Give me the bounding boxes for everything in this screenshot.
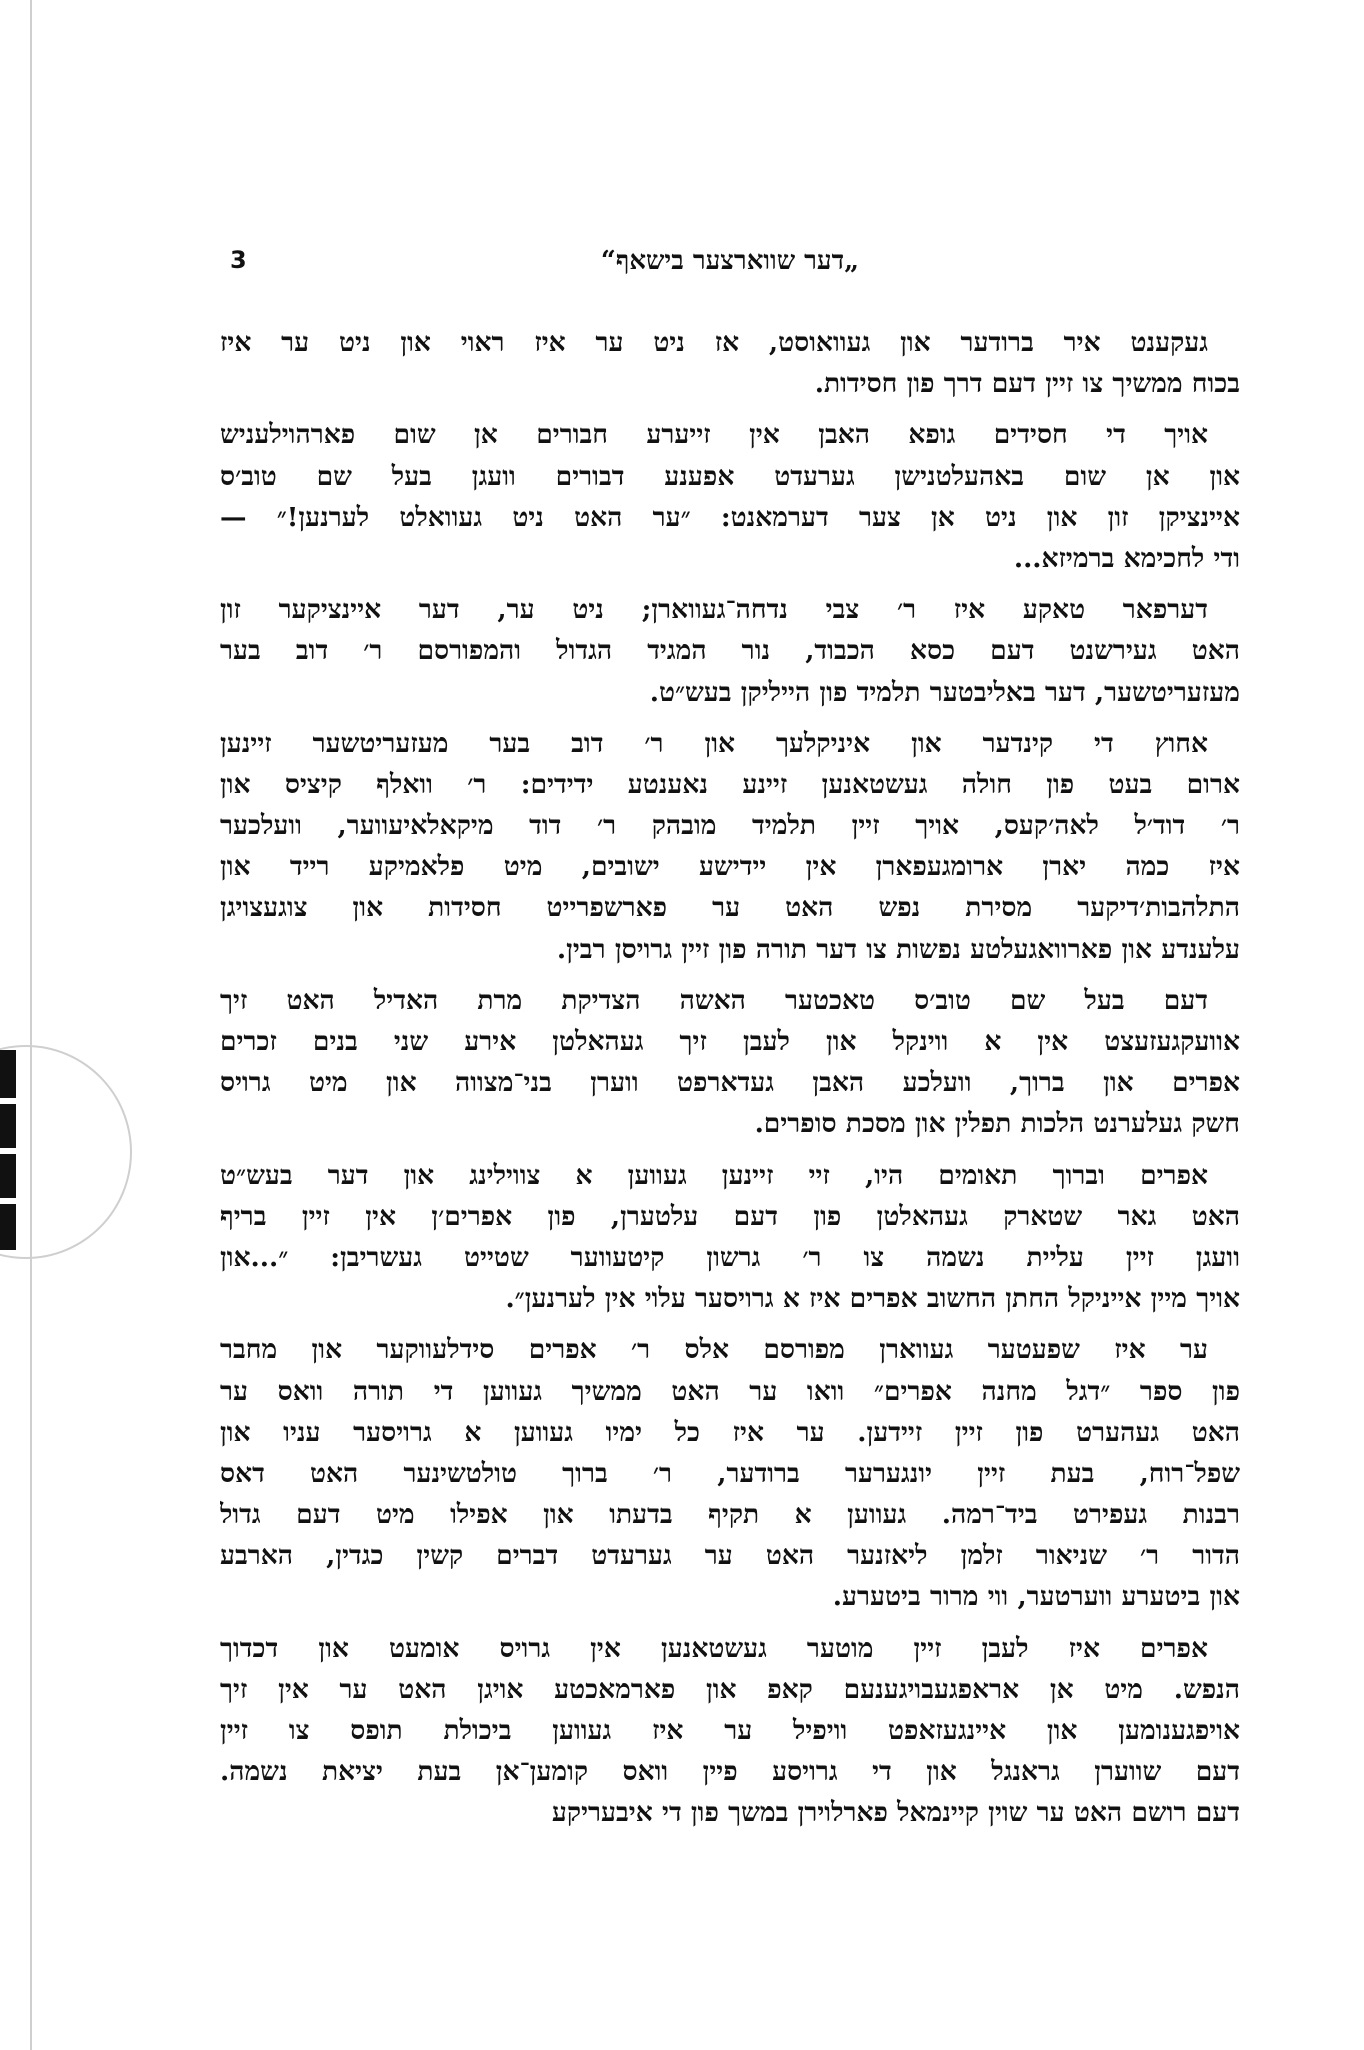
text-line: ודי לחכימא ברמיזא... [1013, 542, 1240, 574]
text-line: איינציקן זון און ניט אן צער דערמאנט: ״ער האט ניט געוואלט לערנען!״ — [220, 501, 1240, 533]
text-line: און ביטערע ווערטער, ווי מרור ביטערע. [832, 1581, 1240, 1613]
text-line: רבנות געפירט ביד־רמה. געווען א תקיף בדעתו און אפילו מיט דעם גדול [220, 1499, 1240, 1531]
text-line: דעם רושם האט ער שוין קיינמאל פארלוירן במשך פון די איבעריקע [551, 1797, 1240, 1829]
binding-gap [0, 1148, 16, 1154]
body-text [220, 322, 1240, 1844]
paragraph [220, 1329, 1240, 1617]
text-line: ר׳ דוד׳ל לאה׳קעס, אויך זיין תלמיד מובהק ר׳ דוד מיקאלאיעווער, וועלכער [220, 810, 1240, 842]
text-line: מעזעריטשער, דער באליבטער תלמיד פון הייליקן בעש״ט. [649, 676, 1240, 708]
text-line: הדור ר׳ שניאור זלמן ליאזנער האט ער גערעדט דברים קשין כגדין, הארבע [220, 1540, 1240, 1572]
text-line: בכוח ממשיך צו זיין דעם דרך פון חסידות. [814, 368, 1240, 400]
text-line: אויפגענומען און איינגעזאפט וויפיל ער איז געווען ביכולת תופס צו זיין [220, 1715, 1240, 1746]
text-line: האט געהערט פון זיין זיידען. ער איז כל ימיו געווען א גרויסער עניו און [220, 1416, 1240, 1448]
page-header [220, 246, 1240, 290]
text-line: הנפש. מיט אן אראפגעבויגענעם קאפ און פארמאכטע אויגן האט ער אין זיך [220, 1673, 1240, 1705]
text-line: אפרים און ברוך, וועלכע האבן געדארפט ווערן בני־מצווה און מיט גרויס [220, 1067, 1240, 1099]
text-line: האט געירשנט דעם כסא הכבוד, נור המגיד הגדול והמפורסם ר׳ דוב בער [220, 635, 1240, 667]
text-line: התלהבות׳דיקער מסירת נפש האט ער פארשפרייט חסידות און צוגעצויגן [220, 892, 1240, 924]
page-edge-line [30, 0, 32, 2050]
text-line: און אן שום באהעלטנישן גערעדט אפענע דבורים וועגן בעל שם טוב׳ס [220, 460, 1240, 492]
text-line: אויך די חסידים גופא האבן אין זייערע חבורים אן שום פארהוילעניש [220, 419, 1208, 451]
binding-gap [0, 1098, 16, 1104]
text-line: ער איז שפעטער געווארן מפורסם אלס ר׳ אפרים סידלעווקער און מחבר [220, 1334, 1208, 1366]
page-number: 3 [230, 246, 247, 274]
running-title: „דער שווארצער בישאף“ [600, 246, 860, 276]
binding-gap [0, 1198, 16, 1204]
text-line: עלענדע און פארוואגעלטע נפשות צו דער תורה פון זיין גרויסן רבין. [556, 933, 1240, 965]
text-line: אוועקגעזעצט אין א ווינקל און לעבן זיך געהאלטן אירע שני בנים זכרים [220, 1026, 1240, 1057]
text-line: חשק געלערנט הלכות תפלין און מסכת סופרים. [754, 1108, 1240, 1140]
paragraph [220, 414, 1240, 579]
paragraph [220, 1628, 1240, 1834]
text-line: דעם בעל שם טוב׳ס טאכטער האשה הצדיקת מרת האדיל האט זיך [220, 984, 1208, 1016]
paragraph [220, 980, 1240, 1145]
text-line: דעם שווערן גראנגל און די גרויסע פיין וואס קומען־אן בעת יציאת נשמה. [220, 1756, 1240, 1788]
text-line: אויך מיין אייניקל החתן החשוב אפרים איז א גרויסער עלוי אין לערנען״. [505, 1283, 1240, 1315]
paragraph [220, 723, 1240, 970]
text-line: האט גאר שטארק געהאלטן פון דעם עלטערן, פון אפרים׳ן אין זיין בריף [220, 1200, 1240, 1232]
text-line: דערפאר טאקע איז ר׳ צבי נדחה־געווארן; ניט ער, דער איינציקער זון [220, 594, 1208, 626]
binding-strip [0, 1050, 16, 1250]
text-line: שפל־רוח, בעת זיין יונגערער ברודער, ר׳ ברוך טולטשינער האט דאס [220, 1457, 1240, 1489]
text-line: ארום בעט פון חולה געשטאנען זיינע נאענטע ידידים: ר׳ וואלף קיציס און [220, 768, 1240, 800]
paragraph [220, 1155, 1240, 1320]
text-line: איז כמה יארן ארומגעפארן אין יידישע ישובים, מיט פלאמיקע רייד און [220, 851, 1240, 883]
binding-shadow [0, 1045, 132, 1259]
text-line: אפרים וברוך תאומים היו, זיי זיינען געווען א צווילינג און דער בעש״ט [220, 1159, 1208, 1191]
paragraph [220, 322, 1240, 404]
paragraph [220, 589, 1240, 713]
text-line: געקענט איר ברודער און געוואוסט, אז ניט ער איז ראוי און ניט ער איז [220, 327, 1208, 358]
text-line: וועגן זיין עליית נשמה צו ר׳ גרשון קיטעווער שטייט געשריבן: ״...און [220, 1241, 1240, 1273]
text-line: אפרים איז לעבן זיין מוטער געשטאנען אין גרויס אומעט און דכדוך [220, 1632, 1208, 1664]
text-line: אחוץ די קינדער און איניקלעך און ר׳ דוב בער מעזעריטשער זיינען [220, 727, 1208, 759]
text-line: פון ספר ״דגל מחנה אפרים״ וואו ער האט ממשיך געווען די תורה וואס ער [220, 1375, 1240, 1407]
